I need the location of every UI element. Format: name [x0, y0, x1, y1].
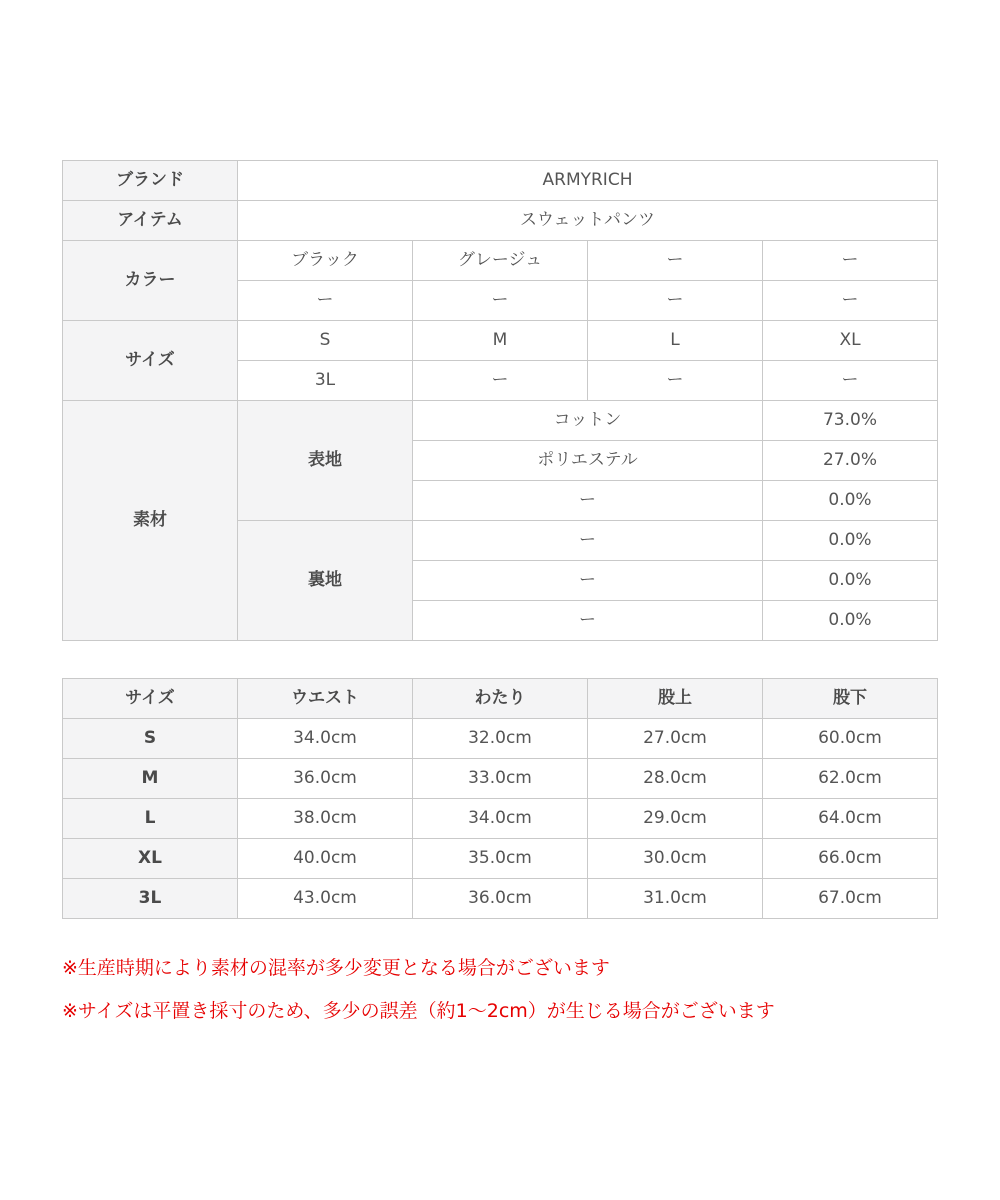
material-disclaimer-note: ※生産時期により素材の混率が多少変更となる場合がございます [62, 957, 610, 979]
size-label-cell: サイズ [63, 321, 238, 401]
measure-value-cell: 62.0cm [763, 759, 938, 799]
measure-size-cell: M [63, 759, 238, 799]
material-name-cell: ー [413, 601, 763, 641]
measure-value-cell: 36.0cm [238, 759, 413, 799]
notes-section [62, 956, 938, 1042]
material-percent-cell: 0.0% [763, 521, 938, 561]
size-value-cell: S [238, 321, 413, 361]
measure-header-cell: サイズ [63, 679, 238, 719]
measure-row [63, 719, 938, 759]
material-name-cell: ー [413, 481, 763, 521]
size-value-cell: L [588, 321, 763, 361]
item-label-cell: アイテム [63, 201, 238, 241]
measure-header-cell: 股上 [588, 679, 763, 719]
spec-table [62, 160, 938, 641]
material-name-cell: ポリエステル [413, 441, 763, 481]
measure-value-cell: 32.0cm [413, 719, 588, 759]
color-value-cell: ー [763, 241, 938, 281]
material-row [63, 401, 938, 441]
brand-label-cell: ブランド [63, 161, 238, 201]
brand-value-cell: ARMYRICH [238, 161, 938, 201]
size-value-cell: M [413, 321, 588, 361]
item-value-cell: スウェットパンツ [238, 201, 938, 241]
measure-header-cell: 股下 [763, 679, 938, 719]
size-value-cell: ー [588, 361, 763, 401]
measure-size-cell: XL [63, 839, 238, 879]
measure-value-cell: 30.0cm [588, 839, 763, 879]
measure-value-cell: 67.0cm [763, 879, 938, 919]
color-value-cell: ー [588, 241, 763, 281]
measure-value-cell: 31.0cm [588, 879, 763, 919]
color-value-cell: ー [588, 281, 763, 321]
color-label-cell: カラー [63, 241, 238, 321]
measure-row [63, 839, 938, 879]
measure-row [63, 799, 938, 839]
measure-value-cell: 66.0cm [763, 839, 938, 879]
color-value-cell: ー [763, 281, 938, 321]
size-row [63, 321, 938, 361]
measure-value-cell: 29.0cm [588, 799, 763, 839]
measure-value-cell: 34.0cm [413, 799, 588, 839]
material-percent-cell: 0.0% [763, 601, 938, 641]
color-value-cell: ー [413, 281, 588, 321]
measure-value-cell: 38.0cm [238, 799, 413, 839]
material-label-cell: 素材 [63, 401, 238, 641]
color-row [63, 241, 938, 281]
size-value-cell: XL [763, 321, 938, 361]
outer-fabric-label-cell: 表地 [238, 401, 413, 521]
color-value-cell: グレージュ [413, 241, 588, 281]
measure-value-cell: 33.0cm [413, 759, 588, 799]
item-row [63, 201, 938, 241]
material-percent-cell: 27.0% [763, 441, 938, 481]
size-value-cell: ー [763, 361, 938, 401]
measurement-table [62, 678, 938, 919]
size-value-cell: 3L [238, 361, 413, 401]
measure-value-cell: 35.0cm [413, 839, 588, 879]
material-percent-cell: 0.0% [763, 481, 938, 521]
measurement-table-section [62, 678, 938, 919]
material-name-cell: ー [413, 521, 763, 561]
measure-header-row [63, 679, 938, 719]
measure-size-cell: L [63, 799, 238, 839]
measure-size-cell: S [63, 719, 238, 759]
color-value-cell: ブラック [238, 241, 413, 281]
spec-table-section [62, 160, 938, 641]
measure-row [63, 759, 938, 799]
measure-value-cell: 36.0cm [413, 879, 588, 919]
measure-value-cell: 43.0cm [238, 879, 413, 919]
measure-row [63, 879, 938, 919]
measure-header-cell: ウエスト [238, 679, 413, 719]
material-percent-cell: 73.0% [763, 401, 938, 441]
measure-value-cell: 34.0cm [238, 719, 413, 759]
measure-value-cell: 60.0cm [763, 719, 938, 759]
measure-header-cell: わたり [413, 679, 588, 719]
measure-size-cell: 3L [63, 879, 238, 919]
measurement-disclaimer-note: ※サイズは平置き採寸のため、多少の誤差（約1〜2cm）が生じる場合がございます [62, 1000, 775, 1022]
lining-label-cell: 裏地 [238, 521, 413, 641]
measure-value-cell: 64.0cm [763, 799, 938, 839]
material-percent-cell: 0.0% [763, 561, 938, 601]
material-name-cell: コットン [413, 401, 763, 441]
color-value-cell: ー [238, 281, 413, 321]
measure-value-cell: 40.0cm [238, 839, 413, 879]
measure-value-cell: 28.0cm [588, 759, 763, 799]
material-name-cell: ー [413, 561, 763, 601]
size-value-cell: ー [413, 361, 588, 401]
measure-value-cell: 27.0cm [588, 719, 763, 759]
brand-row [63, 161, 938, 201]
